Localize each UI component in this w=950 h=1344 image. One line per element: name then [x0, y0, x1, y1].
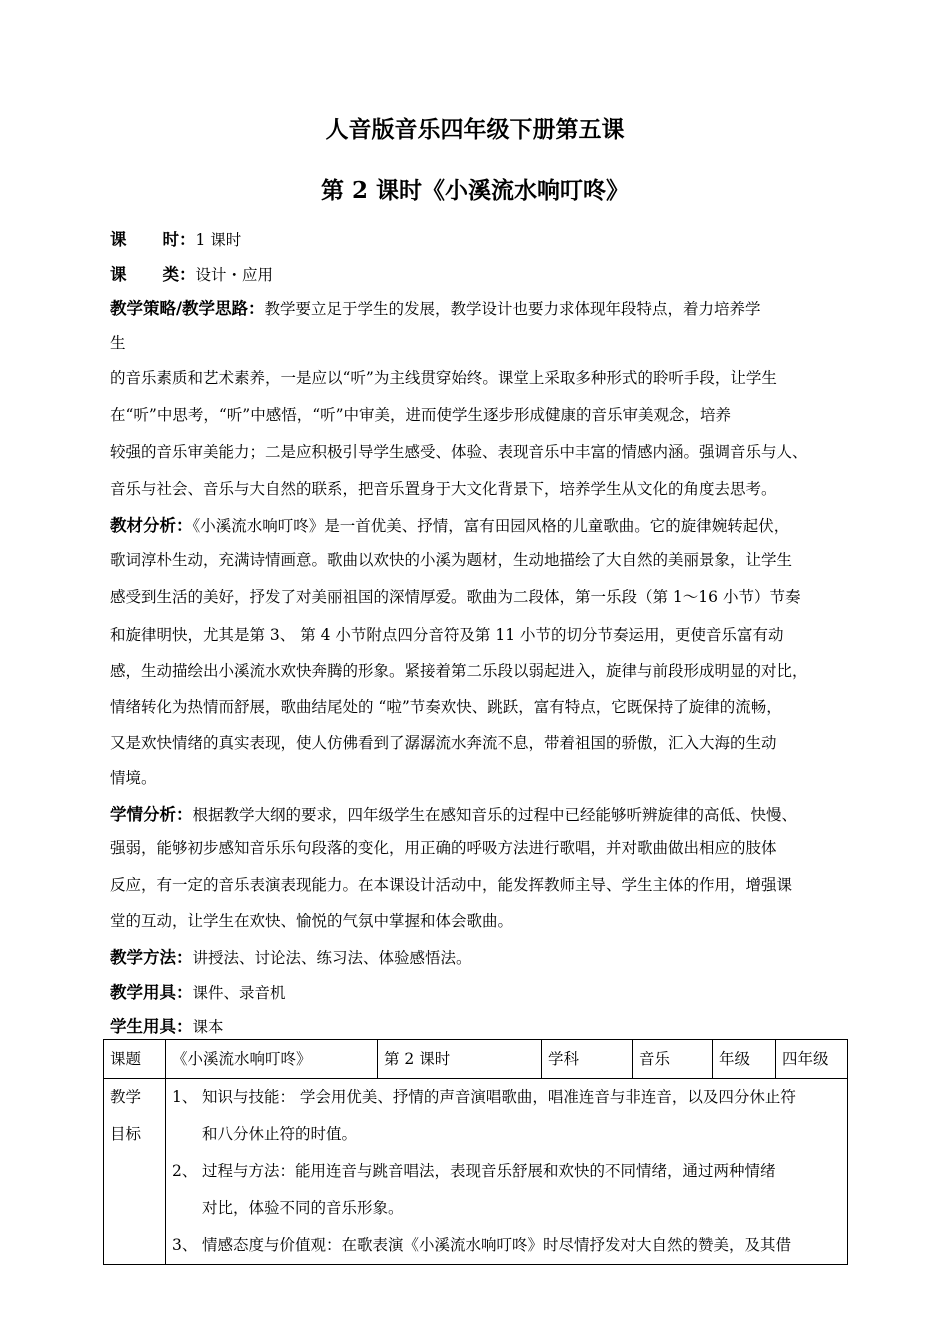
subject-value-cell: 音乐	[633, 1040, 713, 1079]
methods-row: 教学方法：讲授法、讨论法、练习法、体验感悟法。	[110, 948, 472, 967]
material-line: 感受到生活的美好，抒发了对美丽祖国的深情厚爱。歌曲为二段体，第一乐段（第 1～16 小节）节奏	[110, 588, 801, 606]
student-tools-value: 课本	[192, 1018, 224, 1036]
material-line: 情境。	[110, 769, 157, 787]
lesson-info-table	[103, 1039, 848, 1265]
lesson-subtitle: 第 2 课时《小溪流水响叮咚》	[320, 177, 630, 204]
subject-label-cell: 学科	[542, 1040, 633, 1079]
strategy-label: 教学策略/教学思路：	[110, 299, 265, 318]
topic-label-cell: 课题	[104, 1040, 166, 1079]
goal-item: 3、 情感态度与价值观：在歌表演《小溪流水响叮咚》时尽情抒发对大自然的赞美，及其借	[172, 1236, 792, 1254]
material-line: 又是欢快情绪的真实表现，使人仿佛看到了潺潺流水奔流不息，带着祖国的骄傲，汇入大海的生动	[110, 734, 777, 752]
type-row: 课 类：设计・应用	[110, 265, 274, 284]
tools-row: 教学用具：课件、录音机	[110, 983, 286, 1002]
students-line: 反应，有一定的音乐表演表现能力。在本课设计活动中，能发挥教师主导、学生主体的作用，增强课	[110, 876, 793, 894]
period-cell: 第 2 课时	[378, 1040, 542, 1079]
strategy-line: 的音乐素质和艺术素养，一是应以“听”为主线贯穿始终。课堂上采取多种形式的聆听手段，让学生	[110, 369, 777, 387]
students-line: 堂的互动，让学生在欢快、愉悦的气氛中掌握和体会歌曲。	[110, 912, 514, 930]
type-value: 设计・应用	[195, 266, 274, 284]
grade-label-cell: 年级	[713, 1040, 776, 1079]
table-row	[104, 1079, 848, 1265]
material-label: 教材分析：	[110, 516, 193, 535]
students-line: 强弱，能够初步感知音乐乐句段落的变化，用正确的呼吸方法进行歌唱，并对歌曲做出相应的肢体	[110, 839, 777, 857]
material-line: 和旋律明快，尤其是第 3、 第 4 小节附点四分音符及第 11 小节的切分节奏运用，更使音乐富有动	[110, 626, 784, 644]
table-row	[104, 1040, 848, 1079]
goal-item: 2、 过程与方法：能用连音与跳音唱法，表现音乐舒展和欢快的不同情绪，通过两种情绪 对比，体验不同的音乐形象。	[172, 1162, 776, 1217]
students-label: 学情分析：	[110, 805, 193, 824]
goals-cell	[166, 1079, 848, 1265]
material-line: 歌词淳朴生动，充满诗情画意。歌曲以欢快的小溪为题材，生动地描绘了大自然的美丽景象，让学生	[110, 551, 793, 569]
topic-value-cell: 《小溪流水响叮咚》	[166, 1040, 378, 1079]
student-tools-row: 学生用具：课本	[110, 1017, 224, 1036]
methods-value: 讲授法、讨论法、练习法、体验感悟法。	[192, 949, 472, 967]
duration-row: 课 时：1 课时	[110, 230, 242, 249]
document-title: 人音版音乐四年级下册第五课	[325, 116, 625, 143]
strategy-line: 在“听”中思考，“听”中感悟，“听”中审美，进而使学生逐步形成健康的音乐审美观念，培养	[110, 406, 732, 424]
students-line: 学情分析：根据教学大纲的要求，四年级学生在感知音乐的过程中已经能够听辨旋律的高低、快慢、	[110, 805, 798, 824]
grade-value-cell: 四年级	[776, 1040, 848, 1079]
strategy-line: 较强的音乐审美能力；二是应积极引导学生感受、体验、表现音乐中丰富的情感内涵。强调音乐与人、	[110, 443, 808, 461]
material-line: 感，生动描绘出小溪流水欢快奔腾的形象。紧接着第二乐段以弱起进入，旋律与前段形成明显的对比，	[110, 662, 808, 680]
strategy-line: 生	[110, 334, 126, 352]
material-line: 教材分析：《小溪流水响叮咚》是一首优美、抒情，富有田园风格的儿童歌曲。它的旋律婉转起伏，	[110, 516, 790, 535]
strategy-line: 音乐与社会、音乐与大自然的联系，把音乐置身于大文化背景下，培养学生从文化的角度去思考。	[110, 480, 777, 498]
duration-value: 1 课时	[195, 231, 242, 249]
goal-item: 1、 知识与技能： 学会用优美、抒情的声音演唱歌曲，唱准连音与非连音，以及四分休止符 和八分休止符的时值。	[172, 1088, 796, 1143]
material-line: 情绪转化为热情而舒展，歌曲结尾处的 “啦”节奏欢快、跳跃，富有特点，它既保持了旋律的流畅，	[110, 698, 782, 716]
tools-value: 课件、录音机	[192, 984, 286, 1002]
goals-label-cell: 教学 目标	[104, 1079, 166, 1265]
strategy-line: 教学策略/教学思路：教学要立足于学生的发展，教学设计也要力求体现年段特点，着力培养学	[110, 299, 761, 318]
